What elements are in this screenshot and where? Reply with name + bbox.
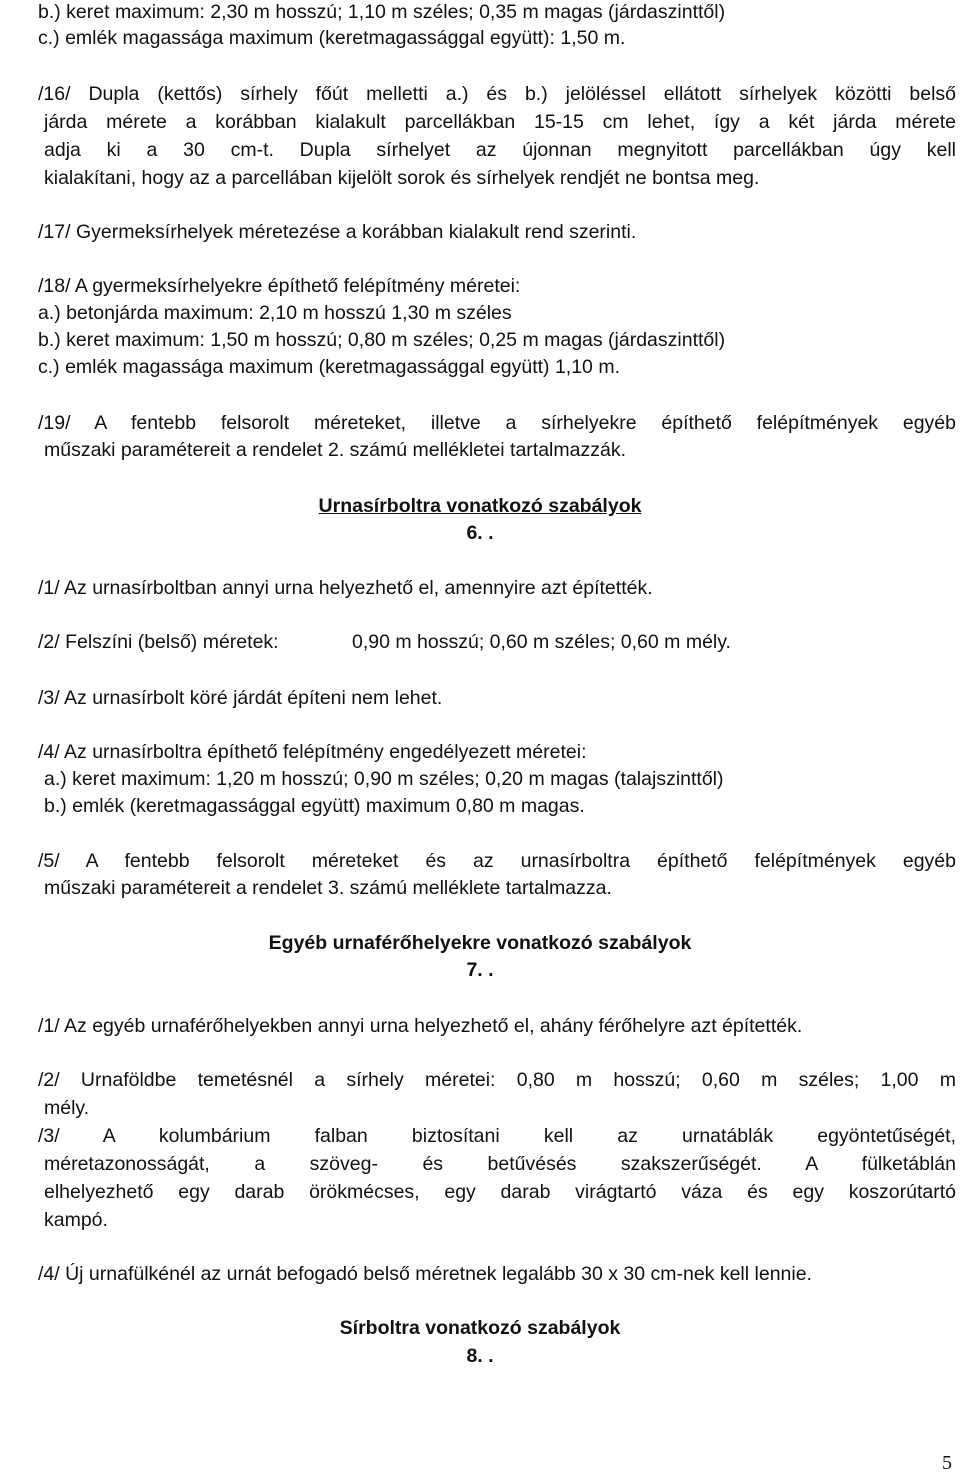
text-line: /4/ Új urnafülkénél az urnát befogadó belső méretnek legalább 30 x 30 cm-nek kell lennie. [38, 1263, 812, 1285]
text-line: /19/ A fentebb felsorolt méreteket, illetve a sírhelyekre építhető felépítmények egyéb [38, 412, 956, 434]
text-line: /5/ A fentebb felsorolt méreteket és az urnasírboltra építhető felépítmények egyéb [38, 850, 956, 872]
text-line: /2/ Urnaföldbe temetésnél a sírhely méretei: 0,80 m hosszú; 0,60 m széles; 1,00 m [38, 1069, 956, 1091]
text-line: /1/ Az egyéb urnaférőhelyekben annyi urna helyezhető el, ahány férőhelyre azt építették. [38, 1015, 803, 1037]
section-number: 8. . [466, 1345, 494, 1367]
page-number: 5 [942, 1452, 952, 1474]
text-line: műszaki paramétereit a rendelet 2. számú mellékletei tartalmazzák. [44, 439, 626, 461]
section-number: 6. . [466, 522, 494, 544]
text-line: /1/ Az urnasírboltban annyi urna helyezhető el, amennyire azt építették. [38, 577, 653, 599]
text-line: b.) emlék (keretmagassággal együtt) maximum 0,80 m magas. [44, 795, 585, 817]
section-number: 7. . [466, 959, 494, 981]
text-line: b.) keret maximum: 2,30 m hosszú; 1,10 m széles; 0,35 m magas (járdaszinttől) [38, 1, 726, 23]
text-line: b.) keret maximum: 1,50 m hosszú; 0,80 m széles; 0,25 m magas (járdaszinttől) [38, 329, 726, 351]
text-line: /4/ Az urnasírboltra építhető felépítmény engedélyezett méretei: [38, 741, 587, 763]
text-line: elhelyezhető egy darab örökmécses, egy darab virágtartó váza és egy koszorútartó [44, 1181, 956, 1203]
text-line: mély. [44, 1097, 90, 1119]
text-line: műszaki paramétereit a rendelet 3. számú melléklete tartalmazza. [44, 877, 612, 899]
text-line: kampó. [44, 1209, 108, 1231]
section-title: Urnasírboltra vonatkozó szabályok [318, 495, 642, 517]
text-line: 0,90 m hosszú; 0,60 m széles; 0,60 m mély. [352, 631, 731, 653]
text-line: adja ki a 30 cm-t. Dupla sírhelyet az újonnan megnyitott parcellákban úgy kell [44, 139, 956, 161]
text-line: /3/ A kolumbárium falban biztosítani kell az urnatáblák egyöntetűségét, [38, 1125, 956, 1147]
section-title: Egyéb urnaférőhelyekre vonatkozó szabályok [268, 932, 692, 954]
text-line: a.) keret maximum: 1,20 m hosszú; 0,90 m széles; 0,20 m magas (talajszinttől) [44, 768, 724, 790]
text-line: /3/ Az urnasírbolt köré járdát építeni nem lehet. [38, 687, 443, 709]
text-line: /2/ Felszíni (belső) méretek: [38, 631, 279, 653]
text-line: c.) emlék magassága maximum (keretmagassággal együtt): 1,50 m. [38, 27, 626, 49]
text-line: /18/ A gyermeksírhelyekre építhető felépítmény méretei: [38, 275, 521, 297]
text-line: méretazonosságát, a szöveg- és betűvésés szakszerűségét. A fülketáblán [44, 1153, 956, 1175]
text-line: c.) emlék magassága maximum (keretmagassággal együtt) 1,10 m. [38, 356, 620, 378]
text-line: /16/ Dupla (kettős) sírhely főút melletti a.) és b.) jelöléssel ellátott sírhelyek közötti belső [38, 83, 956, 105]
text-line: járda mérete a korábban kialakult parcellákban 15-15 cm lehet, így a két járda mérete [44, 111, 956, 133]
text-line: /17/ Gyermeksírhelyek méretezése a korábban kialakult rend szerinti. [38, 221, 637, 243]
text-line: a.) betonjárda maximum: 2,10 m hosszú 1,30 m széles [38, 302, 512, 324]
text-line: kialakítani, hogy az a parcellában kijelölt sorok és sírhelyek rendjét ne bontsa meg. [44, 167, 760, 189]
section-title: Sírboltra vonatkozó szabályok [339, 1317, 621, 1339]
